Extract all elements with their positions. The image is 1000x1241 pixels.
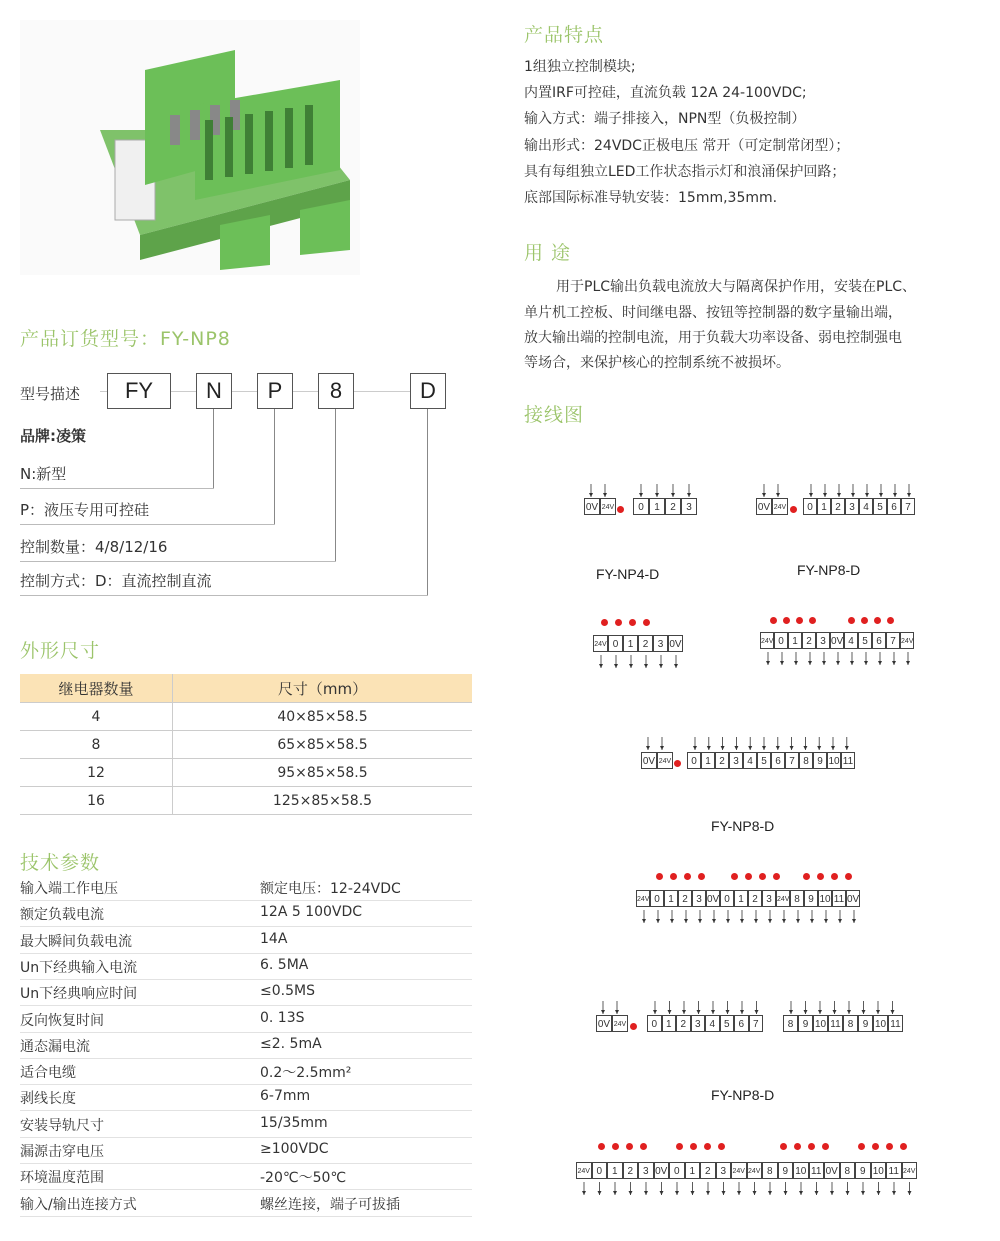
terminal: 0 bbox=[633, 498, 649, 515]
terminal: 5 bbox=[873, 498, 887, 515]
spec-row bbox=[20, 1058, 472, 1085]
spec-row bbox=[20, 953, 472, 980]
led-indicator bbox=[640, 1143, 647, 1150]
table-row bbox=[20, 731, 472, 759]
table-header-row bbox=[20, 674, 472, 703]
terminal: 0 bbox=[608, 635, 623, 652]
terminal: 24V bbox=[900, 632, 914, 649]
spec-value: 14A bbox=[260, 930, 288, 947]
terminal: 24V bbox=[636, 890, 650, 907]
n-line: N:新型 bbox=[20, 465, 67, 483]
terminal: 5 bbox=[757, 752, 771, 769]
led-indicator bbox=[780, 1143, 787, 1150]
wire-arrows bbox=[579, 1182, 915, 1196]
terminal: 10 bbox=[827, 752, 841, 769]
terminal: 1 bbox=[788, 632, 802, 649]
code-box-p: P bbox=[257, 373, 293, 409]
spec-name: 输入/输出连接方式 bbox=[20, 1196, 137, 1213]
col-size: 尺寸（mm） bbox=[173, 674, 473, 703]
order-title: 产品订货型号：FY-NP8 bbox=[20, 328, 231, 350]
terminal: 7 bbox=[886, 632, 900, 649]
terminal: 2 bbox=[665, 498, 681, 515]
terminal: 5 bbox=[720, 1015, 735, 1032]
terminal: 5 bbox=[858, 632, 872, 649]
terminal: 3 bbox=[691, 1015, 706, 1032]
feature-line: 1组独立控制模块; bbox=[524, 59, 636, 75]
terminal: 11 bbox=[828, 1015, 843, 1032]
terminal: 0 bbox=[720, 890, 734, 907]
output-terminals bbox=[636, 890, 860, 908]
power-terminals bbox=[596, 1015, 628, 1033]
led-indicator bbox=[676, 1143, 683, 1150]
terminal: 4 bbox=[844, 632, 858, 649]
table-row bbox=[20, 759, 472, 787]
terminal: 0V bbox=[756, 498, 772, 515]
wire-arrows bbox=[636, 484, 694, 498]
terminal: 2 bbox=[676, 1015, 691, 1032]
terminal: 0 bbox=[669, 1162, 685, 1179]
spec-row bbox=[20, 1163, 472, 1190]
spec-name: Un下经典响应时间 bbox=[20, 986, 138, 1003]
spec-name: 最大瞬间负载电流 bbox=[20, 933, 132, 950]
led-indicator bbox=[900, 1143, 907, 1150]
terminal: 9 bbox=[778, 1162, 794, 1179]
code-box-8: 8 bbox=[318, 373, 354, 409]
output-terminals bbox=[576, 1162, 917, 1180]
spec-name: 安装导轨尺寸 bbox=[20, 1117, 104, 1134]
led-indicator bbox=[601, 619, 608, 626]
led-indicator bbox=[759, 873, 766, 880]
spec-row bbox=[20, 927, 472, 954]
cell: 40×85×58.5 bbox=[173, 703, 473, 731]
terminal: 8 bbox=[762, 1162, 778, 1179]
led-indicator bbox=[698, 873, 705, 880]
spec-value: ≥100VDC bbox=[260, 1141, 329, 1157]
spec-value: 螺丝连接，端子可拔插 bbox=[260, 1196, 400, 1213]
led-indicator bbox=[615, 619, 622, 626]
dimensions-title: 外形尺寸 bbox=[20, 640, 101, 662]
specs-title: 技术参数 bbox=[20, 852, 101, 874]
led-indicator bbox=[690, 1143, 697, 1150]
led-indicator bbox=[731, 873, 738, 880]
led-indicator bbox=[796, 617, 803, 624]
spec-row bbox=[20, 1137, 472, 1164]
spec-row bbox=[20, 979, 472, 1006]
terminal: 2 bbox=[700, 1162, 716, 1179]
terminal: 1 bbox=[664, 890, 678, 907]
input-terminals bbox=[687, 752, 855, 770]
terminal: 6 bbox=[872, 632, 886, 649]
model-desc-label: 型号描述 bbox=[20, 385, 81, 403]
terminal: 10 bbox=[873, 1015, 888, 1032]
feature-line: 底部国际标准导轨安装：15mm,35mm. bbox=[524, 190, 778, 206]
spec-row bbox=[20, 874, 472, 901]
led-indicator bbox=[845, 873, 852, 880]
spec-value: 6. 5MA bbox=[260, 956, 309, 973]
spec-value: ≤2. 5mA bbox=[260, 1035, 322, 1052]
led-indicator bbox=[783, 617, 790, 624]
p-line: P：液压专用可控硅 bbox=[20, 501, 150, 519]
led-indicator bbox=[656, 873, 663, 880]
terminal: 7 bbox=[749, 1015, 764, 1032]
terminal: 0 bbox=[592, 1162, 608, 1179]
cell: 65×85×58.5 bbox=[173, 731, 473, 759]
spec-row bbox=[20, 1032, 472, 1059]
terminal: 24V bbox=[657, 752, 673, 769]
led-indicator bbox=[773, 873, 780, 880]
wire-arrows bbox=[786, 1001, 898, 1015]
terminal: 24V bbox=[747, 1162, 763, 1179]
terminal: 4 bbox=[743, 752, 757, 769]
spec-row bbox=[20, 1084, 472, 1111]
terminal: 9 bbox=[813, 752, 827, 769]
terminal: 9 bbox=[855, 1162, 871, 1179]
diagram-label-np16: FY-NP8-D bbox=[711, 1087, 775, 1103]
terminal: 6 bbox=[734, 1015, 749, 1032]
led-indicator bbox=[808, 1143, 815, 1150]
terminal: 9 bbox=[798, 1015, 813, 1032]
features-title: 产品特点 bbox=[524, 24, 605, 46]
led-indicator bbox=[886, 1143, 893, 1150]
wire-arrows bbox=[596, 655, 681, 669]
terminal: 24V bbox=[902, 1162, 918, 1179]
terminal: 3 bbox=[816, 632, 830, 649]
spec-name: 通态漏电流 bbox=[20, 1038, 90, 1055]
usage-line: 放大输出端的控制电流，用于负载大功率设备、弱电控制强电 bbox=[524, 330, 902, 346]
product-photo bbox=[20, 20, 360, 275]
terminal: 8 bbox=[783, 1015, 798, 1032]
terminal: 24V bbox=[731, 1162, 747, 1179]
output-terminals bbox=[593, 635, 683, 653]
terminal: 10 bbox=[871, 1162, 887, 1179]
cell: 12 bbox=[20, 759, 173, 787]
terminal: 3 bbox=[692, 890, 706, 907]
wire-arrows bbox=[639, 910, 859, 924]
terminal: 24V bbox=[612, 1015, 628, 1032]
power-led bbox=[674, 760, 681, 767]
terminal: 3 bbox=[681, 498, 697, 515]
terminal: 9 bbox=[804, 890, 818, 907]
terminal: 0V bbox=[654, 1162, 670, 1179]
terminal: 0V bbox=[824, 1162, 840, 1179]
terminal: 7 bbox=[785, 752, 799, 769]
terminal: 1 bbox=[734, 890, 748, 907]
led-indicator bbox=[831, 873, 838, 880]
usage-title: 用 途 bbox=[524, 242, 572, 264]
code-box-n: N bbox=[196, 373, 232, 409]
wiring-title: 接线图 bbox=[524, 404, 585, 426]
wire-arrows bbox=[650, 1001, 762, 1015]
power-led bbox=[617, 506, 624, 513]
led-indicator bbox=[718, 1143, 725, 1150]
spec-value: 15/35mm bbox=[260, 1114, 328, 1131]
code-box-d: D bbox=[410, 373, 446, 409]
diagram-label-np8: FY-NP8-D bbox=[797, 562, 861, 578]
spec-name: 漏源击穿电压 bbox=[20, 1144, 104, 1160]
terminal: 1 bbox=[662, 1015, 677, 1032]
terminal: 0V bbox=[706, 890, 720, 907]
led-indicator bbox=[848, 617, 855, 624]
diagram-label-np4: FY-NP4-D bbox=[596, 566, 660, 582]
spec-name: Un下经典输入电流 bbox=[20, 959, 138, 976]
mode-line: 控制方式：D：直流控制直流 bbox=[20, 572, 212, 590]
spec-value: 额定电压：12-24VDC bbox=[260, 881, 401, 897]
led-indicator bbox=[612, 1143, 619, 1150]
input-terminals bbox=[803, 498, 915, 516]
led-indicator bbox=[874, 617, 881, 624]
spec-name: 反向恢复时间 bbox=[20, 1012, 104, 1029]
spec-value: 12A 5 100VDC bbox=[260, 904, 363, 921]
led-indicator bbox=[684, 873, 691, 880]
terminal: 11 bbox=[888, 1015, 903, 1032]
terminal: 11 bbox=[832, 890, 846, 907]
terminal: 0V bbox=[846, 890, 860, 907]
terminal: 3 bbox=[638, 1162, 654, 1179]
count-line: 控制数量：4/8/12/16 bbox=[20, 538, 168, 556]
led-indicator bbox=[861, 617, 868, 624]
terminal: 3 bbox=[845, 498, 859, 515]
brand-line: 品牌:凌策 bbox=[20, 427, 86, 445]
power-terminals bbox=[641, 752, 673, 770]
led-indicator bbox=[809, 617, 816, 624]
wire-arrows bbox=[643, 737, 667, 751]
power-terminals bbox=[756, 498, 788, 516]
wire-arrows bbox=[586, 484, 610, 498]
terminal: 7 bbox=[901, 498, 915, 515]
terminal: 3 bbox=[762, 890, 776, 907]
terminal: 2 bbox=[678, 890, 692, 907]
led-indicator bbox=[629, 619, 636, 626]
wire-arrows bbox=[690, 737, 852, 751]
terminal: 10 bbox=[818, 890, 832, 907]
terminal: 0 bbox=[803, 498, 817, 515]
spec-name: 额定负载电流 bbox=[20, 907, 104, 924]
led-indicator bbox=[887, 617, 894, 624]
input-terminals bbox=[647, 1015, 763, 1033]
input-terminals bbox=[633, 498, 697, 516]
wire-arrows bbox=[763, 652, 913, 666]
led-indicator bbox=[770, 617, 777, 624]
led-indicator bbox=[794, 1143, 801, 1150]
terminal: 4 bbox=[705, 1015, 720, 1032]
spec-value: 6-7mm bbox=[260, 1088, 311, 1105]
terminal: 6 bbox=[771, 752, 785, 769]
terminal: 3 bbox=[653, 635, 668, 652]
terminal: 1 bbox=[649, 498, 665, 515]
feature-line: 具有每组独立LED工作状态指示灯和浪涌保护回路； bbox=[524, 164, 846, 180]
power-led bbox=[790, 506, 797, 513]
terminal: 1 bbox=[685, 1162, 701, 1179]
terminal: 8 bbox=[799, 752, 813, 769]
terminal: 2 bbox=[831, 498, 845, 515]
terminal: 4 bbox=[859, 498, 873, 515]
spec-value: -20℃～50℃ bbox=[260, 1170, 347, 1187]
terminal: 1 bbox=[623, 635, 638, 652]
spec-row bbox=[20, 1190, 472, 1217]
terminal: 11 bbox=[809, 1162, 825, 1179]
terminal: 0V bbox=[596, 1015, 612, 1032]
led-indicator bbox=[626, 1143, 633, 1150]
led-indicator bbox=[872, 1143, 879, 1150]
terminal: 8 bbox=[840, 1162, 856, 1179]
table-row bbox=[20, 703, 472, 731]
led-indicator bbox=[817, 873, 824, 880]
terminal: 10 bbox=[813, 1015, 828, 1032]
terminal: 2 bbox=[638, 635, 653, 652]
terminal: 24V bbox=[776, 890, 790, 907]
led-indicator bbox=[822, 1143, 829, 1150]
terminal: 3 bbox=[729, 752, 743, 769]
dimensions-table bbox=[20, 674, 472, 815]
spec-row bbox=[20, 900, 472, 927]
led-indicator bbox=[803, 873, 810, 880]
terminal: 0V bbox=[584, 498, 600, 515]
spec-row bbox=[20, 1006, 472, 1033]
terminal: 24V bbox=[760, 632, 774, 649]
terminal: 24V bbox=[576, 1162, 592, 1179]
table-row bbox=[20, 787, 472, 815]
cell: 8 bbox=[20, 731, 173, 759]
terminal: 2 bbox=[715, 752, 729, 769]
terminal: 6 bbox=[887, 498, 901, 515]
terminal: 0 bbox=[650, 890, 664, 907]
spec-value: 0.2～2.5mm² bbox=[260, 1065, 352, 1082]
spec-value: ≤0.5MS bbox=[260, 983, 315, 1000]
col-relay-count: 继电器数量 bbox=[20, 674, 173, 703]
terminal: 0V bbox=[641, 752, 657, 769]
usage-line: 单片机工控板、时间继电器、按钮等控制器的数字量输出端， bbox=[524, 305, 902, 321]
terminal: 0 bbox=[647, 1015, 662, 1032]
led-indicator bbox=[598, 1143, 605, 1150]
led-indicator bbox=[858, 1143, 865, 1150]
feature-line: 输入方式：端子排接入，NPN型（负极控制） bbox=[524, 111, 806, 127]
spec-name: 适合电缆 bbox=[20, 1065, 76, 1082]
spec-value: 0. 13S bbox=[260, 1009, 305, 1026]
terminal: 24V bbox=[772, 498, 788, 515]
cell: 4 bbox=[20, 703, 173, 731]
terminal: 0V bbox=[668, 635, 683, 652]
cell: 16 bbox=[20, 787, 173, 815]
led-indicator bbox=[704, 1143, 711, 1150]
spec-name: 输入端工作电压 bbox=[20, 881, 118, 897]
terminal: 8 bbox=[790, 890, 804, 907]
power-terminals bbox=[584, 498, 616, 516]
terminal: 0V bbox=[830, 632, 844, 649]
wire-arrows bbox=[806, 484, 914, 498]
terminal: 2 bbox=[802, 632, 816, 649]
feature-line: 内置IRF可控硅，直流负载 12A 24-100VDC; bbox=[524, 85, 807, 101]
spec-row bbox=[20, 1111, 472, 1138]
usage-line: 等场合，来保护核心的控制系统不被损坏。 bbox=[524, 355, 790, 371]
terminal: 0 bbox=[687, 752, 701, 769]
terminal: 10 bbox=[793, 1162, 809, 1179]
terminal: 24V bbox=[593, 635, 608, 652]
terminal: 8 bbox=[843, 1015, 858, 1032]
power-led bbox=[630, 1023, 637, 1030]
wire-arrows bbox=[598, 1001, 622, 1015]
led-indicator bbox=[745, 873, 752, 880]
cell: 125×85×58.5 bbox=[173, 787, 473, 815]
terminal: 3 bbox=[716, 1162, 732, 1179]
terminal: 1 bbox=[817, 498, 831, 515]
usage-line: 用于PLC输出负载电流放大与隔离保护作用，安装在PLC、 bbox=[556, 279, 917, 295]
led-indicator bbox=[670, 873, 677, 880]
terminal: 9 bbox=[858, 1015, 873, 1032]
wire-arrows bbox=[759, 484, 783, 498]
terminal: 2 bbox=[623, 1162, 639, 1179]
input-terminals bbox=[783, 1015, 903, 1033]
led-indicator bbox=[643, 619, 650, 626]
terminal: 1 bbox=[607, 1162, 623, 1179]
code-box-fy: FY bbox=[107, 373, 171, 409]
terminal: 1 bbox=[701, 752, 715, 769]
cell: 95×85×58.5 bbox=[173, 759, 473, 787]
terminal: 11 bbox=[841, 752, 855, 769]
output-terminals bbox=[760, 632, 914, 650]
terminal: 11 bbox=[886, 1162, 902, 1179]
spec-name: 剥线长度 bbox=[20, 1091, 76, 1108]
terminal: 2 bbox=[748, 890, 762, 907]
feature-line: 输出形式：24VDC正极电压 常开（可定制常闭型）； bbox=[524, 138, 850, 154]
terminal: 24V bbox=[600, 498, 616, 515]
diagram-label-np12: FY-NP8-D bbox=[711, 818, 775, 834]
spec-name: 环境温度范围 bbox=[20, 1170, 104, 1187]
terminal: 0 bbox=[774, 632, 788, 649]
